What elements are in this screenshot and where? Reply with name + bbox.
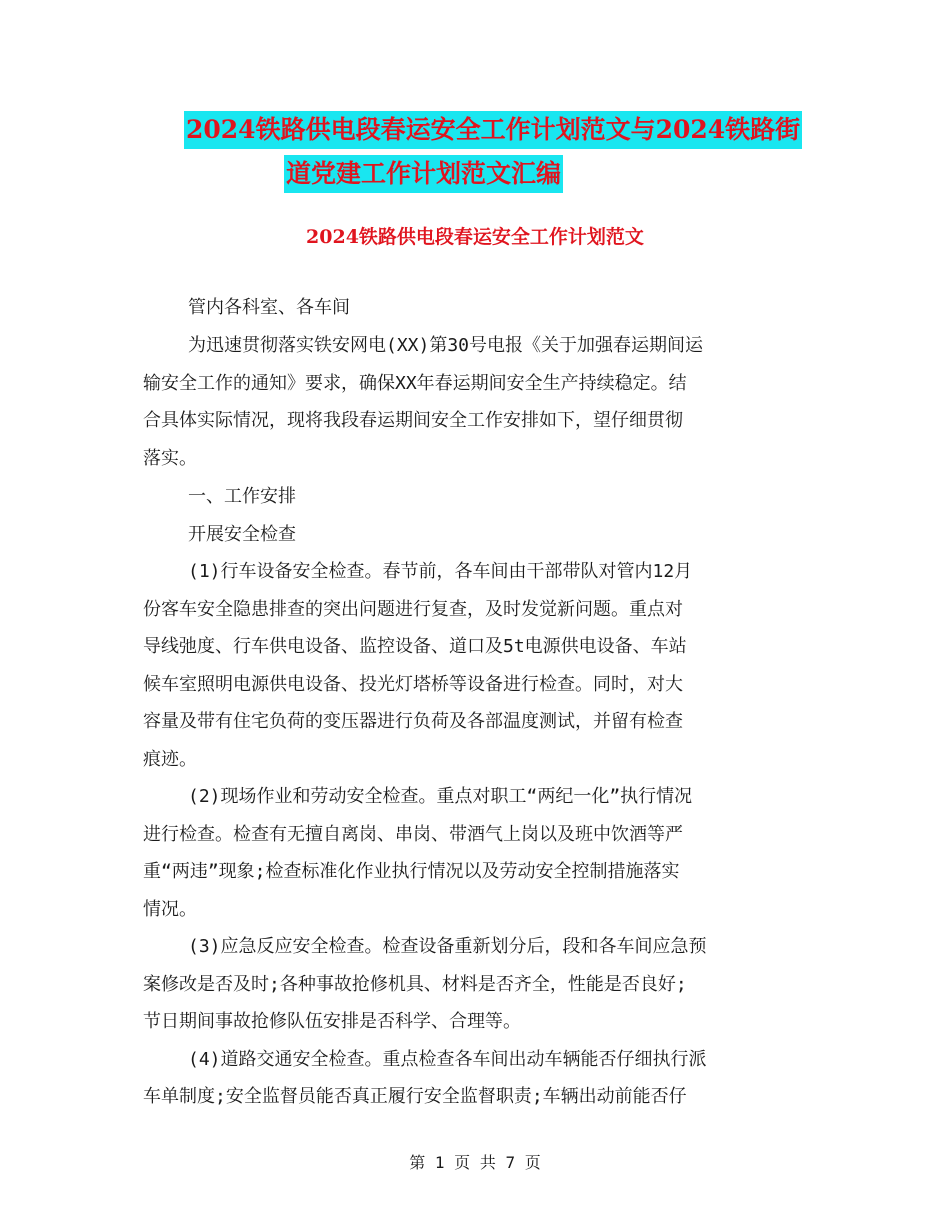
section-title: 2024铁路供电段春运安全工作计划范文	[306, 226, 644, 248]
paragraph-line: 份客车安全隐患排查的突出问题进行复查，及时发觉新问题。重点对	[143, 599, 683, 620]
paragraph-line: 节日期间事故抢修队伍安排是否科学、合理等。	[143, 1011, 521, 1032]
paragraph-line: 情况。	[143, 899, 197, 920]
paragraph-line: 合具体实际情况，现将我段春运期间安全工作安排如下，望仔细贯彻	[143, 410, 683, 431]
paragraph-line: 导线弛度、行车供电设备、监控设备、道口及5t电源供电设备、车站	[143, 636, 687, 657]
page-footer: 第 1 页 共 7 页	[409, 1153, 541, 1172]
paragraph-line: (1)行车设备安全检查。春节前，各车间由干部带队对管内12月	[188, 561, 693, 582]
section-heading: 一、工作安排	[188, 486, 296, 507]
paragraph-line: 进行检查。检查有无擅自离岗、串岗、带酒气上岗以及班中饮酒等严	[143, 824, 683, 845]
paragraph-line: 案修改是否及时;各种事故抢修机具、材料是否齐全，性能是否良好;	[143, 974, 687, 995]
paragraph-line: 落实。	[143, 448, 197, 469]
title-line-2: 道党建工作计划范文汇编	[284, 155, 563, 193]
paragraph-line: 为迅速贯彻落实铁安网电(XX)第30号电报《关于加强春运期间运	[188, 335, 704, 356]
paragraph-line: 输安全工作的通知》要求，确保XX年春运期间安全生产持续稳定。结	[143, 373, 687, 394]
paragraph-line: (3)应急反应安全检查。检查设备重新划分后，段和各车间应急预	[188, 936, 707, 957]
paragraph-line: 候车室照明电源供电设备、投光灯塔桥等设备进行检查。同时，对大	[143, 674, 683, 695]
paragraph-line: 开展安全检查	[188, 524, 296, 545]
paragraph-line: 痕迹。	[143, 749, 197, 770]
paragraph-line: 重“两违”现象;检查标准化作业执行情况以及劳动安全控制措施落实	[143, 861, 680, 882]
paragraph-line: 管内各科室、各车间	[188, 297, 350, 318]
paragraph-line: (4)道路交通安全检查。重点检查各车间出动车辆能否仔细执行派	[188, 1049, 707, 1070]
paragraph-line: 车单制度;安全监督员能否真正履行安全监督职责;车辆出动前能否仔	[143, 1086, 687, 1107]
paragraph-line: 容量及带有住宅负荷的变压器进行负荷及各部温度测试，并留有检查	[143, 711, 683, 732]
paragraph-line: (2)现场作业和劳动安全检查。重点对职工“两纪一化”执行情况	[188, 786, 693, 807]
title-line-1: 2024铁路供电段春运安全工作计划范文与2024铁路街	[184, 111, 802, 149]
